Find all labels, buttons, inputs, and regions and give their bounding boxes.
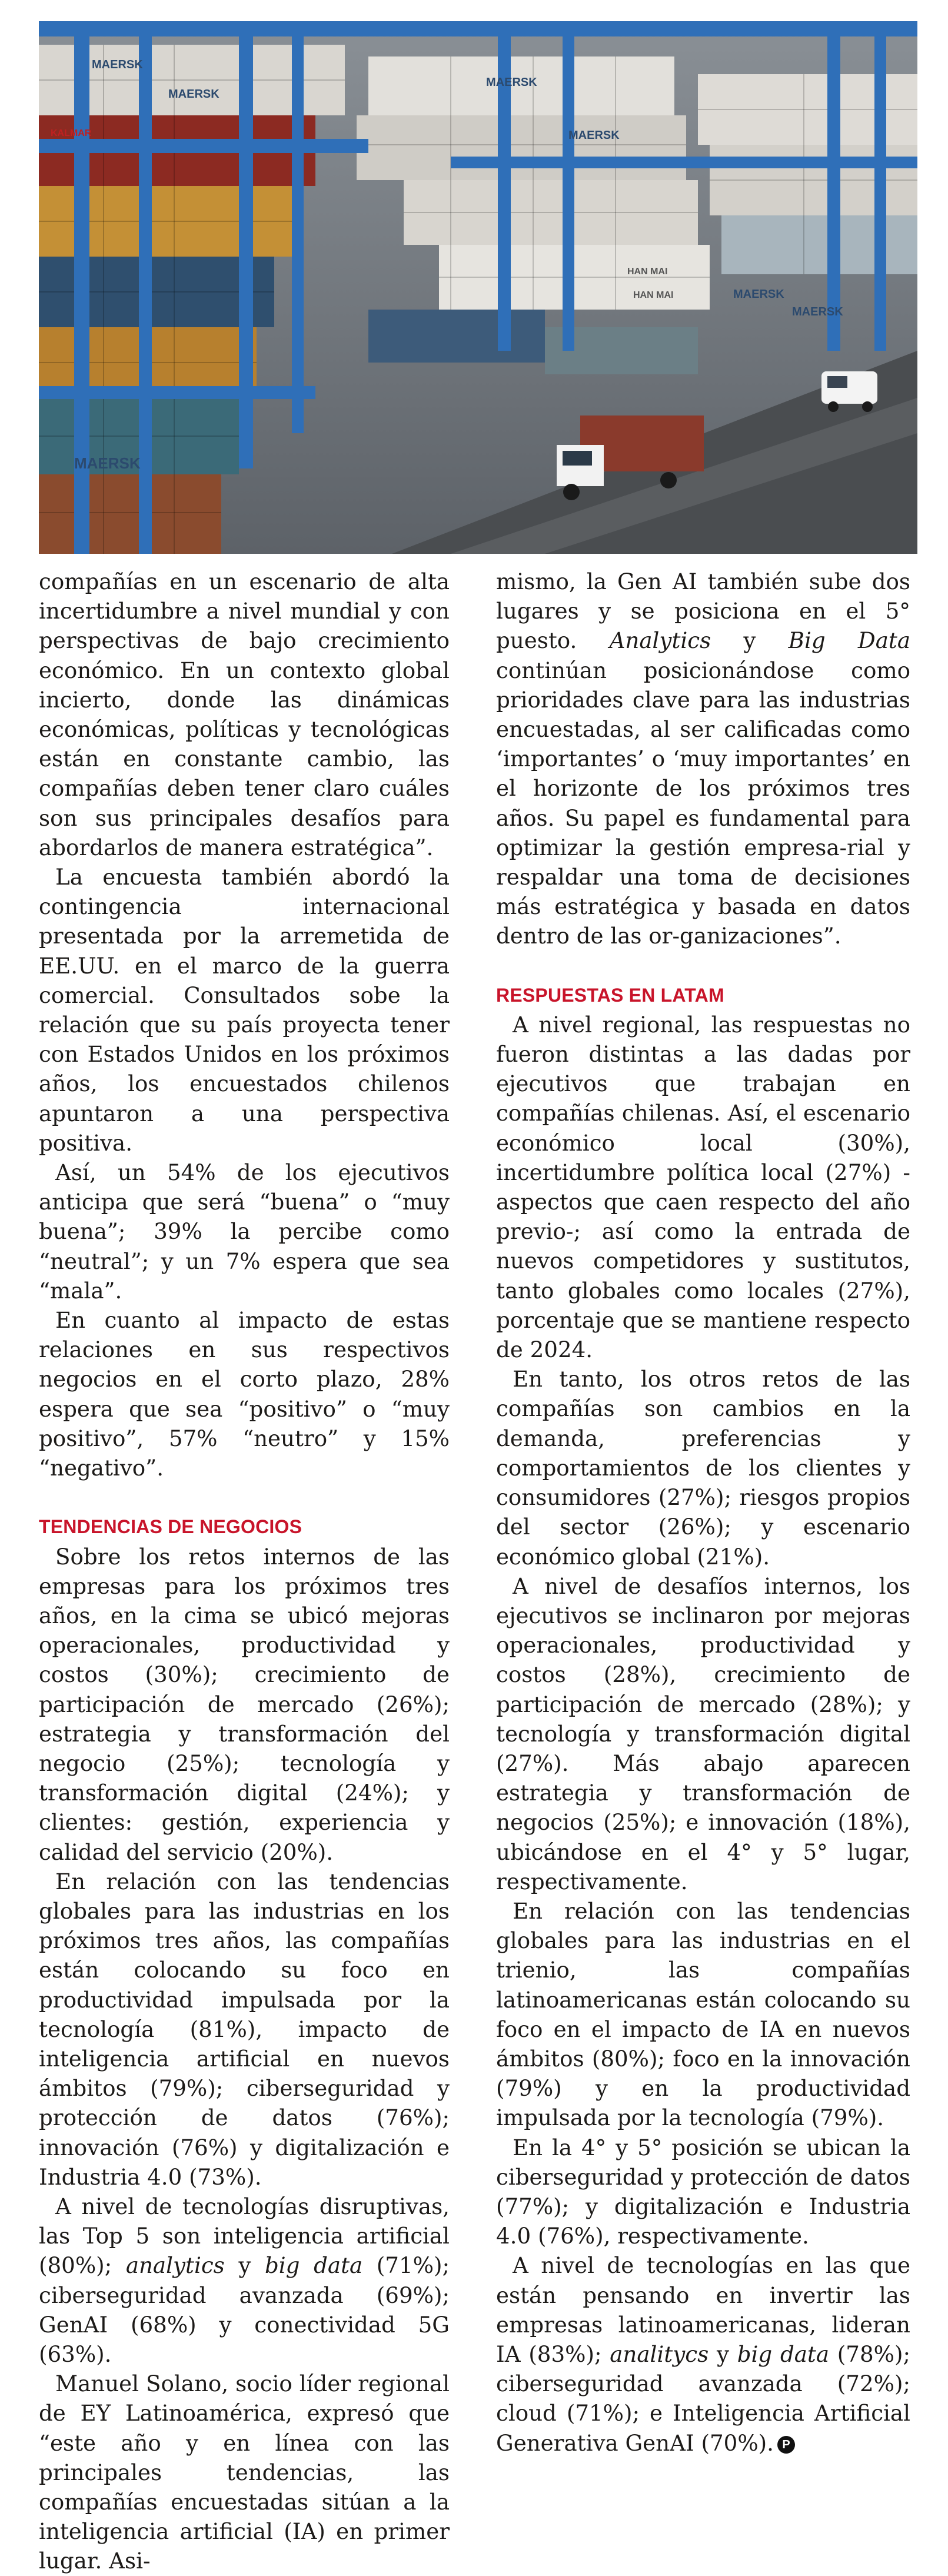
paragraph: A nivel de desafíos internos, los ejecutivos se inclinaron por mejoras operacionales, productividad y costos (28%), crecimiento de participación de mercado (28%); y tecnología y transformación digital (27%). Más abajo aparecen estrategia y transformación de negocios (25%); e innovación (18%), ubicándose en el 4° y 5° lugar, respectivamente. [496, 1573, 910, 1894]
section-heading: TENDENCIAS DE NEGOCIOS [39, 1516, 302, 1538]
italic-term: Big Data [788, 627, 910, 654]
paragraph [496, 567, 910, 951]
paragraph: Sobre los retos internos de las empresas para los próximos tres años, en la cima se ubicó mejoras operacionales, productividad y costos (30%); crecimiento de participación de mercado (26%); estrategia y transformación del negocio (25%); tecnología y transformación digital (24%); y clientes: gestión, experiencia y calidad del servicio (20%). [39, 1543, 450, 1865]
article-photo [39, 21, 917, 554]
text-run: (78%); ciberseguridad avanzada (72%); cloud (71%); e Inteligencia Artificial Generativa GenAI (70%). [496, 2341, 910, 2456]
paragraph: En relación con las tendencias globales para las industrias en los próximos tres años, las compañías están colocando su foco en productividad impulsada por la tecnología (81%), impacto de inteligencia artificial en nuevos ámbitos (79%); ciberseguridad y protección de datos (76%); innovación (76%) y digitalización e Industria 4.0 (73%). [39, 1868, 450, 2190]
text-run: y [711, 627, 789, 654]
container-label: KALMAR [51, 128, 92, 138]
paragraph [39, 2192, 450, 2369]
container-label: MAERSK [168, 88, 219, 101]
italic-term: analitycs [610, 2341, 709, 2367]
italic-term: Analytics [609, 627, 711, 654]
container-label: HAN MAI [627, 267, 668, 277]
paragraph: La encuesta también abordó la contingencia internacional presentada por la arremetida de EE.UU. en el marco de la guerra comercial. Consultados sobe la relación que su país proyecta tener con Estados Unidos en los próximos años, los encuestados chilenos apuntaron a una perspectiva positiva. [39, 864, 450, 1156]
paragraph: En tanto, los otros retos de las compañías son cambios en la demanda, preferencias y comportamientos de los clientes y consumidores (27%); riesgos propios del sector (26%); y escenario económico global (21%). [496, 1366, 910, 1570]
text-run: y [708, 2341, 737, 2367]
paragraph: compañías en un escenario de alta incertidumbre a nivel mundial y con perspectivas de bajo crecimiento económico. En un contexto global incierto, donde las dinámicas económicas, políticas y tecnológicas están en constante cambio, las compañías deben tener claro cuáles son sus principales desafíos para abordarlos de manera estratégica”. [39, 569, 450, 860]
paragraph: En relación con las tendencias globales para las industrias en el trienio, las compañías latinoamericanas están colocando su foco en el impacto de IA en nuevos ámbitos (80%); foco en la innovación (79%) y en la productividad impulsada por la tecnología (79%). [496, 1897, 910, 2131]
article-column-left [39, 567, 450, 2576]
text-run: (71%); ciberseguridad avanzada (69%); GenAI (68%) y conectividad 5G (63%). [39, 2252, 450, 2367]
paragraph [496, 2251, 910, 2457]
section-heading: RESPUESTAS EN LATAM [496, 984, 724, 1006]
text-run: mismo, la Gen AI también sube dos lugares y se posiciona en el 5° puesto. [496, 569, 910, 654]
container-label: MAERSK [733, 288, 784, 301]
paragraph: Manuel Solano, socio líder regional de EY Latinoamérica, expresó que “este año y en línea con las principales tendencias, las compañías encuestadas sitúan a la inteligencia artificial (IA) en primer lugar. Asi- [39, 2371, 450, 2574]
container-label: MAERSK [792, 305, 843, 318]
article-end-mark-icon: P [777, 2436, 795, 2454]
text-run: continúan posicionándose como prioridades clave para las industrias encuestadas, al ser calificadas como ‘importantes’ o ‘muy importantes’ en el horizonte de los próximos tres años. Su papel es fundamental para optimizar la gestión empresa-rial y respaldar una toma de decisiones más estratégica y basada en datos dentro de las or-ganizaciones”. [496, 657, 910, 949]
italic-term: analytics [125, 2252, 225, 2279]
text-run: A nivel de tecnologías disruptivas, las Top 5 son inteligencia artificial (80%); [39, 2193, 450, 2279]
port-container-photo [39, 21, 917, 554]
italic-term: big data [264, 2252, 363, 2279]
article-column-right [496, 567, 910, 2458]
container-label: MAERSK [74, 454, 141, 472]
text-run: A nivel de tecnologías en las que están pensando en invertir las empresas latinoamericanas, lideran IA (83%); [496, 2252, 910, 2367]
italic-term: big data [737, 2341, 830, 2367]
paragraph: Así, un 54% de los ejecutivos anticipa que será “buena” o “muy buena”; 39% la percibe como “neutral”; y un 7% espera que sea “mala”. [39, 1159, 450, 1304]
container-label: MAERSK [92, 58, 143, 71]
paragraph: A nivel regional, las respuestas no fueron distintas a las dadas por ejecutivos que trabajan en compañías chilenas. Así, el escenario económico local (30%), incertidumbre política local (27%) - aspectos que caen respecto del año previo-; así como la entrada de nuevos competidores y sustitutos, tanto globales como locales (27%), porcentaje que se mantiene respecto de 2024. [496, 1011, 910, 1363]
container-label: MAERSK [486, 76, 537, 89]
paragraph: En cuanto al impacto de estas relaciones en sus respectivos negocios en el corto plazo, 28% espera que sea “positivo” o “muy positivo”, 57% “neutro” y 15% “negativo”. [39, 1307, 450, 1481]
container-label: HAN MAI [633, 290, 674, 300]
paragraph: En la 4° y 5° posición se ubican la ciberseguridad y protección de datos (77%); y digitalización e Industria 4.0 (76%), respectivamente. [496, 2134, 910, 2249]
container-label: MAERSK [568, 129, 620, 142]
text-run: y [224, 2252, 265, 2279]
